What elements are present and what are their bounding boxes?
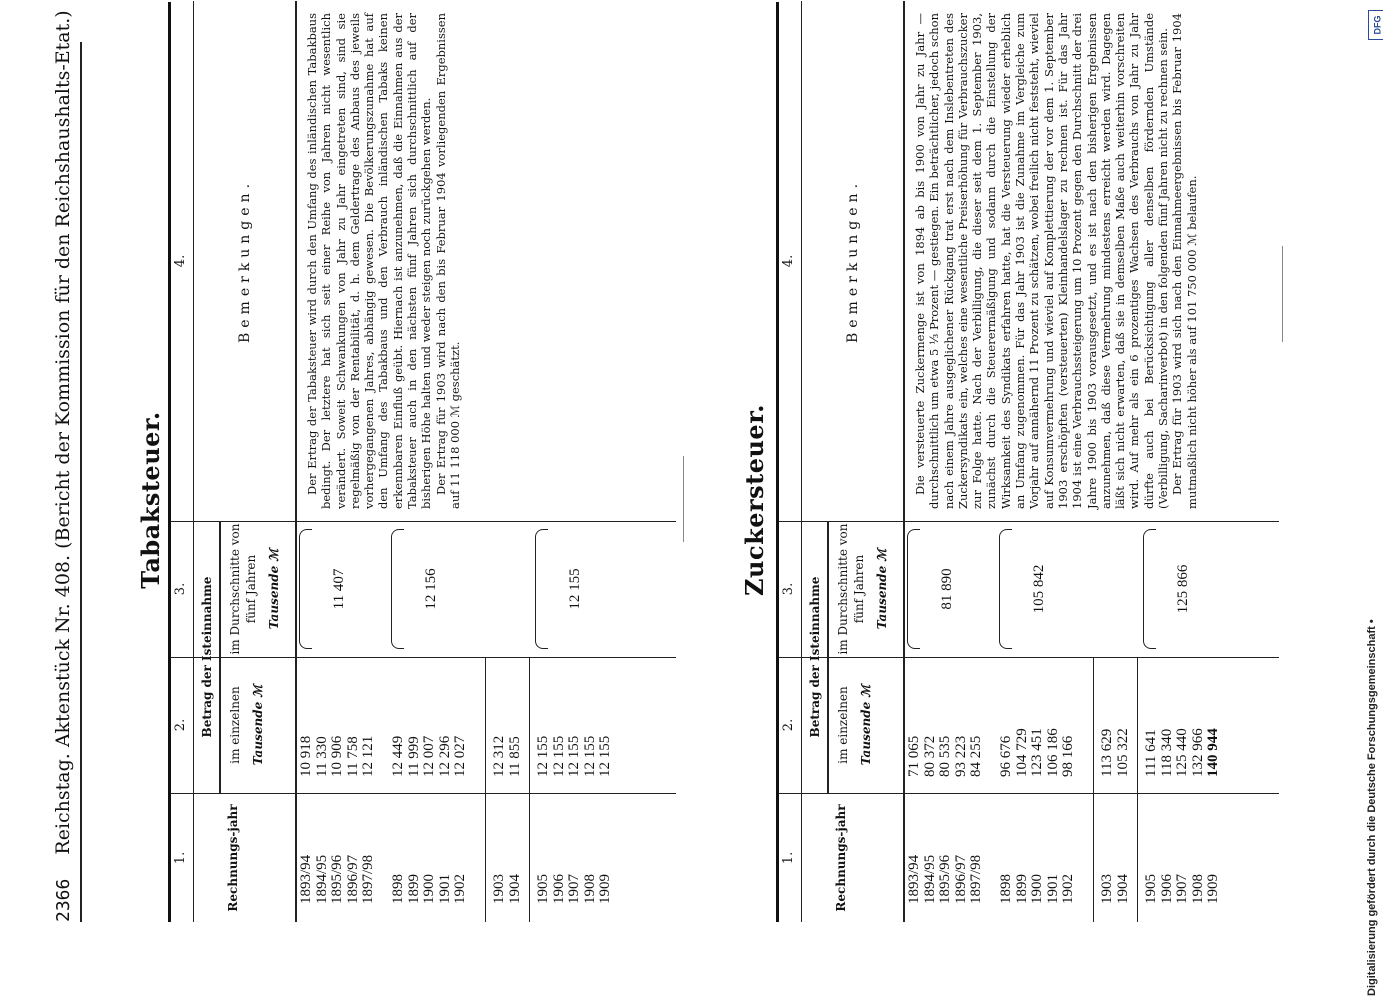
col-header-bemerkungen: Bemerkungen.	[803, 1, 905, 521]
value-group	[391, 657, 469, 793]
remarks-text	[305, 13, 462, 509]
remark-paragraph: Der Ertrag für 1903 wird nach den bis Februar 1904 vorliegenden Ergebnissen auf 11 118 000 ℳ geschätzt.	[433, 13, 462, 509]
value-group	[1137, 657, 1222, 793]
table-cell: 1899	[1013, 874, 1030, 904]
table-cell: 1902	[452, 874, 468, 904]
column-bemerkungen	[779, 1, 1279, 522]
table-cell: 96 676	[998, 735, 1014, 777]
table-cell: 84 255	[968, 735, 984, 777]
table-cell: 1901	[436, 874, 453, 904]
table-cell: 1900	[1029, 874, 1045, 904]
average-value: 105 842	[1031, 564, 1047, 614]
section-divider	[683, 456, 684, 542]
page-number: 2366	[53, 878, 74, 922]
table-cell: 1907	[1174, 874, 1190, 904]
subheader-unit: Tausende ℳ	[875, 548, 889, 630]
table-cell: 118 340	[1158, 728, 1175, 777]
table-cell: 12 007	[421, 735, 437, 777]
table-cell: 98 166	[1060, 735, 1076, 777]
table-cell: 1894/95	[921, 854, 938, 904]
brace	[999, 529, 1012, 649]
value-group	[999, 657, 1077, 793]
table-cell: 12 155	[535, 735, 551, 777]
table-cell: 12 155	[550, 735, 567, 777]
table-cell: 12 155	[566, 735, 582, 777]
table-cell: 1895/96	[937, 854, 953, 904]
table-cell: 1909	[1205, 874, 1221, 904]
table-cell: 12 027	[452, 735, 468, 777]
value-group	[485, 657, 523, 793]
subheader-unit: Tausende ℳ	[267, 548, 281, 630]
col-header-betrag: Betrag der Isteinnahme	[803, 521, 829, 793]
subheader-label: im einzelnen	[836, 686, 850, 764]
subheader-unit: Tausende ℳ	[859, 684, 873, 766]
table-cell: 93 223	[952, 735, 969, 777]
table-cell: 1897/98	[360, 854, 376, 904]
average-value: 11 407	[331, 568, 347, 610]
table-cell: 1898	[390, 874, 406, 904]
table-tabak	[168, 2, 676, 922]
col-number: 4.	[781, 1, 802, 521]
col-header-year: Rechnungs-jahr	[195, 794, 297, 922]
value-group	[529, 657, 614, 793]
table-cell: 105 322	[1114, 728, 1131, 777]
table-cell: 132 966	[1189, 728, 1206, 777]
column-bemerkungen	[171, 1, 676, 522]
table-cell: 1896/97	[344, 854, 361, 904]
col-number: 1.	[781, 794, 802, 922]
col-header-betrag: Betrag der Isteinnahme	[195, 521, 221, 793]
remark-paragraph: Der Ertrag für 1903 wird sich nach den Einnahmeergebnissen bis Februar 1904 mutmaßlich nicht höher als auf 101 750 000 ℳ belaufen.	[1170, 13, 1199, 509]
table-cell: 11 758	[344, 736, 361, 777]
subheader-label: im einzelnen	[228, 686, 242, 764]
remark-paragraph: Die versteuerte Zuckermenge ist von 1894 ab bis 1900 von Jahr zu Jahr — durchschnittlich um etwa 5 ⅓ Prozent — gestiegen. Ein beträchtlicher, jedoch schon nach einem Jahre ausgeglichener Rückgang trat erst nach dem Inslebentreten des Zuckersyndikats ein, welches eine wesentliche Preiserhöhung für Verbrauchszucker zur Folge hatte. Nach der Verbilligung, die dieser seit dem 1. September 1903, zunächst durch die Steuerermäßigung und sodann durch die Einstellung der Wirksamkeit des Syndikats erfahren hatte, hat die Versteuerung wieder erheblich an Umfang zugenommen. Für das Jahr 1903 ist die Zunahme im Vergleiche zum Vorjahr auf annähernd 11 Prozent zu schätzen, wobei freilich nicht feststeht, wieviel auf Konsumvermehrung und wieviel auf Komplettierung der vor dem 1. September 1903 erschöpften (versteuerten) Kleinhandelslager zu rechnen ist. Für das Jahr 1904 ist eine Verbrauchssteigerung um 10 Prozent gegen den Durchschnitt der drei Jahre 1900 bis 1903 vorausgesetzt, und es ist nach den bisherigen Ergebnissen anzunehmen, daß diese Vermehrung mindestens erreicht werden wird. Dagegen läßt sich nicht erwarten, daß sie in demselben Maße auch weiterhin vorschreiten wird. Auf mehr als ein 6 prozentiges Wachsen des Verbrauchs von Jahr zu Jahr dürfte auch bei Berücksichtigung aller denselben fördernden Umstände (Verbilligung, Sacharinverbot) in den folgenden fünf Jahren nicht zu rechnen sein.	[913, 13, 1171, 509]
table-cell: 12 155	[581, 735, 598, 777]
table-cell: 1902	[1060, 874, 1076, 904]
year-group	[485, 794, 523, 922]
section-title-zucker: Zuckersteuer.	[740, 404, 769, 597]
col-header-bemerkungen: Bemerkungen.	[195, 1, 297, 521]
brace	[299, 529, 312, 649]
credit-text: Digitalisierung gefördert durch die Deutsche Forschungsgemeinschaft •	[1366, 619, 1378, 996]
table-cell: 12 449	[390, 735, 406, 777]
brace	[907, 529, 920, 649]
table-cell: 1900	[421, 874, 437, 904]
year-group	[1137, 794, 1222, 922]
subheader-durchschnitt	[827, 521, 905, 657]
table-cell: 104 729	[1013, 728, 1030, 777]
col-number: 3.	[173, 521, 194, 657]
table-cell: 1906	[1158, 874, 1175, 904]
table-cell: 1909	[597, 874, 613, 904]
subheader-label: im Durchschnitte von fünf Jahren	[836, 523, 866, 655]
table-cell: 1904	[506, 874, 523, 904]
header-rule	[80, 42, 82, 922]
col-number: 3.	[781, 521, 802, 657]
year-group	[529, 794, 614, 922]
table-cell: 1907	[566, 874, 582, 904]
subheader-unit: Tausende ℳ	[251, 684, 265, 766]
col-number: 1.	[173, 794, 194, 922]
col-header-year: Rechnungs-jahr	[803, 794, 905, 922]
table-cell: 111 641	[1143, 729, 1159, 777]
table-cell: 1903	[1099, 874, 1115, 904]
column-durchschnitt	[171, 521, 676, 658]
table-cell: 1904	[1114, 874, 1131, 904]
column-durchschnitt	[779, 521, 1279, 658]
table-cell: 1896/97	[952, 854, 969, 904]
average-value: 12 156	[423, 568, 439, 610]
col-number: 4.	[173, 1, 194, 521]
subheader-einzeln	[219, 657, 297, 793]
dfg-logo-text: DFG	[1372, 15, 1382, 35]
table-cell: 106 186	[1044, 728, 1061, 777]
subheader-einzeln	[827, 657, 905, 793]
year-group	[299, 794, 377, 922]
year-group	[391, 794, 469, 922]
table-cell: 1905	[535, 874, 551, 904]
remarks-text	[913, 13, 1199, 509]
table-cell: 1903	[491, 874, 507, 904]
year-group	[999, 794, 1077, 922]
brace	[1143, 529, 1156, 649]
dfg-logo	[1368, 10, 1383, 40]
table-cell: 12 155	[597, 735, 613, 777]
table-cell: 1899	[405, 874, 422, 904]
table-cell: 12 121	[360, 735, 376, 777]
table-cell: 11 999	[405, 736, 422, 777]
table-cell: 1908	[581, 874, 598, 904]
digitization-credit	[1366, 6, 1383, 996]
value-group	[907, 657, 985, 793]
table-cell: 140 944	[1205, 728, 1221, 777]
value-group	[1093, 657, 1131, 793]
section-title-tabak: Tabaksteuer.	[136, 411, 165, 589]
table-cell: 12 312	[491, 735, 507, 777]
table-cell: 113 629	[1099, 728, 1115, 777]
table-zucker	[776, 2, 1279, 922]
table-cell: 123 451	[1029, 728, 1045, 777]
table-cell: 11 330	[313, 736, 330, 777]
average-value: 81 890	[939, 568, 955, 610]
table-cell: 1897/98	[968, 854, 984, 904]
column-year	[171, 794, 676, 922]
average-value: 125 866	[1175, 564, 1191, 614]
subheader-durchschnitt	[219, 521, 297, 657]
table-cell: 71 065	[906, 735, 922, 777]
table-cell: 80 535	[937, 735, 953, 777]
table-cell: 1895/96	[329, 854, 345, 904]
table-cell: 10 906	[329, 735, 345, 777]
table-cell: 1906	[550, 874, 567, 904]
brace	[535, 529, 548, 649]
col-number: 2.	[781, 657, 802, 793]
table-cell: 1898	[998, 874, 1014, 904]
average-value: 12 155	[567, 568, 583, 610]
remark-paragraph: Der Ertrag der Tabaksteuer wird durch den Umfang des inländischen Tabakbaus bedingt. Der letztere hat sich seit einer Reihe von Jahren nicht wesentlich verändert. Soweit Schwankungen von Jahr zu Jahr eingetreten sind, sind sie regelmäßig von der Rentabilität, d. h. dem Geldertrage des Anbaus des jeweils vorhergegangenen Jahres, abhängig gewesen. Die Bevölkerungszunahme hat auf den Umfang des Tabakbaus und den Verbrauch inländischen Tabaks keinen erkennbaren Einfluß geübt. Hiernach ist anzunehmen, daß die Einnahmen aus der Tabaksteuer auch in den nächsten fünf Jahren sich durchschnittlich auf der bisherigen Höhe halten und weder steigen noch zurückgehen werden.	[305, 13, 434, 509]
table-cell: 125 440	[1174, 728, 1190, 777]
table-cell: 1901	[1044, 874, 1061, 904]
table-cell: 1894/95	[313, 854, 330, 904]
table-cell: 1893/94	[298, 854, 314, 904]
table-cell: 12 296	[436, 735, 453, 777]
column-year	[779, 794, 1279, 922]
running-header	[52, 10, 74, 922]
col-number: 2.	[173, 657, 194, 793]
table-cell: 80 372	[921, 735, 938, 777]
brace	[391, 529, 404, 649]
table-cell: 1908	[1189, 874, 1206, 904]
year-group	[907, 794, 985, 922]
table-cell: 11 855	[506, 736, 523, 777]
table-cell: 10 918	[298, 735, 314, 777]
section-divider	[1282, 246, 1283, 342]
header-text: Reichstag. Aktenstück Nr. 408. (Bericht der Kommission für den Reichshaushalts-Etat.)	[52, 10, 74, 855]
year-group	[1093, 794, 1131, 922]
table-cell: 1893/94	[906, 854, 922, 904]
table-cell: 1905	[1143, 874, 1159, 904]
subheader-label: im Durchschnitte von fünf Jahren	[228, 523, 258, 655]
value-group	[299, 657, 377, 793]
